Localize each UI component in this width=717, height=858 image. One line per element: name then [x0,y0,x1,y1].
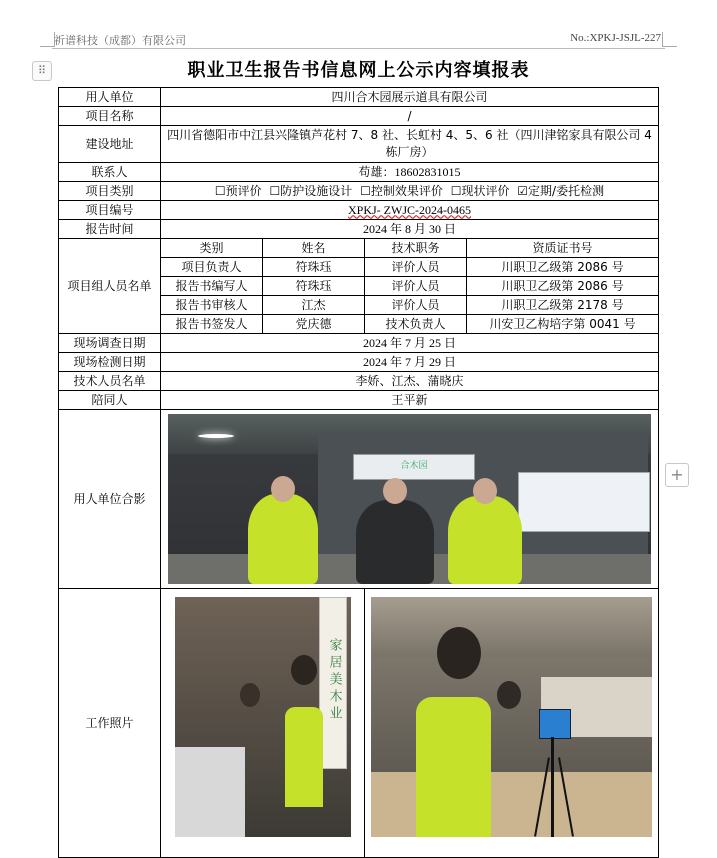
group-photo-label: 用人单位合影 [59,410,161,589]
report-time-label: 报告时间 [59,220,161,239]
photo-worker2-head [240,683,260,707]
tech-staff-value: 李娇、江杰、蒲晓庆 [161,372,659,391]
test-date-label: 现场检测日期 [59,353,161,372]
group-photo [168,414,651,584]
group-photo-cell [161,410,659,589]
survey-date-value: 2024 年 7 月 25 日 [161,334,659,353]
team-role: 报告书审核人 [161,296,263,315]
escort-value: 王平新 [161,391,659,410]
photo-person-3-head [473,478,497,504]
project-name-label: 项目名称 [59,107,161,126]
photo-person-3 [448,496,522,584]
employer-value: 四川合木园展示道具有限公司 [161,88,659,107]
photo-sound-meter [539,709,571,739]
photo-vertical-sign [319,597,347,769]
contact-value: 苟雄：18602831015 [161,163,659,182]
project-name-value: / [161,107,659,126]
project-no-label: 项目编号 [59,201,161,220]
header-rule [52,48,665,49]
team-header-name: 姓名 [263,239,365,258]
team-name: 党庆德 [263,315,365,334]
header-doc-number: No.:XPKJ-JSJL-227 [570,32,661,44]
info-table [58,87,659,858]
photo-person-1 [248,494,318,584]
work-photo-cell-1 [161,589,365,858]
team-role: 报告书签发人 [161,315,263,334]
tech-staff-label: 技术人员名单 [59,372,161,391]
photo-person-2-head [383,478,407,504]
add-row-button[interactable]: + [665,463,689,487]
team-name: 符珠珏 [263,277,365,296]
photo-wood-panel [371,772,652,837]
escort-label: 陪同人 [59,391,161,410]
team-title: 评价人员 [365,277,467,296]
test-date-value: 2024 年 7 月 29 日 [161,353,659,372]
checkbox-protection-design[interactable]: ☐防护设施设计 [269,183,353,198]
header-company: 祈谱科技（成都）有限公司 [54,34,186,47]
photo-worker-head [291,655,317,685]
survey-date-label: 现场调查日期 [59,334,161,353]
report-time-value: 2024 年 8 月 30 日 [161,220,659,239]
team-cert: 川职卫乙级第 2178 号 [467,296,659,315]
photo-safety-sign-panel [518,472,650,532]
work-photo-1 [175,597,351,837]
page-corner-mark-right [662,32,677,47]
employer-label: 用人单位 [59,88,161,107]
address-label: 建设地址 [59,126,161,163]
category-label: 项目类别 [59,182,161,201]
checkbox-pre-evaluation[interactable]: ☐预评价 [214,183,262,198]
photo-worker-vest [416,697,491,837]
team-cert: 川职卫乙级第 2086 号 [467,277,659,296]
team-role: 项目负责人 [161,258,263,277]
checkbox-status-evaluation[interactable]: ☐现状评价 [450,183,510,198]
team-label: 项目组人员名单 [59,239,161,334]
team-role: 报告书编写人 [161,277,263,296]
photo-person-1-head [271,476,295,502]
team-title: 评价人员 [365,258,467,277]
checkbox-periodic-testing[interactable]: ☑定期/委托检测 [517,183,605,198]
team-name: 江杰 [263,296,365,315]
checkbox-control-effect[interactable]: ☐控制效果评价 [360,183,443,198]
work-photo-2 [371,597,652,837]
photo-worker-vest [285,707,323,807]
photo-ceiling-light [198,434,234,438]
address-value: 四川省德阳市中江县兴隆镇芦花村 7、8 社、长虹村 4、5、6 社（四川津铭家具有限公司 4 栋厂房） [161,126,659,163]
team-header-title: 技术职务 [365,239,467,258]
photo-machine [175,747,245,837]
team-cert: 川职卫乙级第 2086 号 [467,258,659,277]
banner-text: 合木园 [400,461,428,471]
document-title: 职业卫生报告书信息网上公示内容填报表 [187,60,530,81]
photo-tripod [551,737,554,837]
photo-ceiling [371,597,652,657]
category-options [161,182,659,201]
contact-label: 联系人 [59,163,161,182]
work-photo-cell-2 [365,589,659,858]
photo-company-banner [353,454,475,480]
team-title: 技术负责人 [365,315,467,334]
team-title: 评价人员 [365,296,467,315]
photo-worker-head [437,627,481,679]
work-photo-label: 工作照片 [59,589,161,858]
photo-person-2 [356,500,434,584]
photo-worker2-head [497,681,521,709]
sign-text: 家居美木业 [326,638,342,723]
project-no-value: XPKJ- ZWJC-2024-0465 [161,201,659,220]
team-header-category: 类别 [161,239,263,258]
team-cert: 川安卫乙构培字第 0041 号 [467,315,659,334]
page-corner-mark-left [40,32,55,47]
table-drag-handle-icon[interactable]: ⠿ [32,61,52,81]
team-header-cert: 资质证书号 [467,239,659,258]
team-name: 符珠珏 [263,258,365,277]
